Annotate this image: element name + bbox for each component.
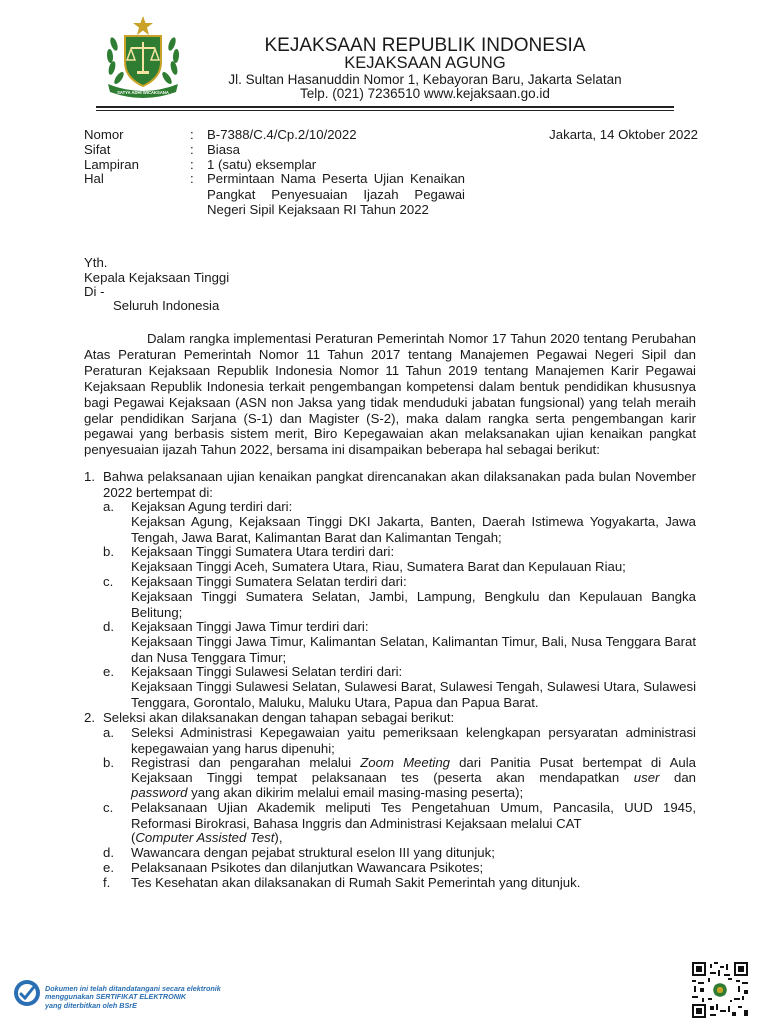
recipient-to: Kepala Kejaksaan Tinggi (84, 270, 230, 285)
nomor-value: B-7388/C.4/Cp.2/10/2022 (207, 127, 357, 142)
point-1a-detail: Kejaksan Agung, Kejaksaan Tinggi DKI Jakarta, Banten, Daerah Istimewa Yogyakarta, Jawa Tengah, Jawa Barat, Kalimantan Barat dan Kalimantan Tengah; (131, 514, 696, 545)
bsre-seal-icon (12, 978, 42, 1008)
point-2f-letter: f. (103, 875, 111, 890)
point-1d-letter: d. (103, 619, 114, 634)
zoom-meeting-term: Zoom Meeting (360, 755, 450, 770)
cat-paren-close: ), (274, 830, 283, 845)
nomor-colon: : (190, 127, 194, 142)
point-2-text: Seleksi akan dilaksanakan dengan tahapan sebagai berikut: (103, 710, 455, 725)
password-term: password (131, 785, 188, 800)
point-1e-title: Kejaksaan Tinggi Sulawesi Selatan terdiri dari: (131, 664, 403, 679)
point-1d-title: Kejaksaan Tinggi Jawa Timur terdiri dari: (131, 619, 369, 634)
lampiran-colon: : (190, 157, 194, 172)
point-1b-letter: b. (103, 544, 114, 559)
point-2-number: 2. (84, 710, 95, 725)
org-name-line1: KEJAKSAAN REPUBLIK INDONESIA (264, 35, 586, 56)
point-2b-text-2: dari Panitia Pusat bertempat di Aula (459, 755, 696, 770)
recipient-yth: Yth. (84, 255, 108, 270)
sifat-value: Biasa (207, 142, 240, 157)
point-1-text: Bahwa pelaksanaan ujian kenaikan pangkat direncanakan akan dilaksanakan pada bulan November 2022 bertempat di: (103, 469, 696, 500)
esign-line-2: menggunakan SERTIFIKAT ELEKTRONIK (45, 992, 187, 1002)
point-2b-letter: b. (103, 755, 114, 770)
logo-ribbon-text: SATYA ADHI WICAKSANA (117, 90, 169, 95)
hal-colon: : (190, 171, 194, 186)
header-rule-thin (96, 110, 674, 111)
point-2d-text: Wawancara dengan pejabat struktural eselon III yang ditunjuk; (131, 845, 495, 860)
lampiran-value: 1 (satu) eksemplar (207, 157, 317, 172)
nomor-label: Nomor (84, 127, 124, 142)
hal-value: Permintaan Nama Peserta Ujian Kenaikan Pangkat Penyesuaian Ijazah Pegawai Negeri Sipil Kejaksaan RI Tahun 2022 (207, 171, 465, 218)
kejaksaan-emblem-logo (100, 14, 186, 100)
point-1c-detail: Kejaksaan Tinggi Sumatera Selatan, Jambi, Lampung, Bengkulu dan Kepulauan Bangka Belitung; (131, 589, 696, 620)
point-2e-letter: e. (103, 860, 114, 875)
header-rule-thick (96, 106, 674, 108)
hal-label: Hal (84, 171, 104, 186)
point-1d-detail: Kejaksaan Tinggi Jawa Timur, Kalimantan Selatan, Kalimantan Timur, Bali, Nusa Tenggara Barat dan Nusa Tenggara Timur; (131, 634, 696, 665)
recipient-place: Seluruh Indonesia (113, 298, 220, 313)
point-2b-text-3: Kejaksaan Tinggi tempat pelaksanaan tes (peserta akan mendapatkan (131, 770, 620, 785)
point-2b-line1 (131, 755, 696, 771)
lampiran-label: Lampiran (84, 157, 139, 172)
point-1c-title: Kejaksaan Tinggi Sumatera Selatan terdiri dari: (131, 574, 407, 589)
esign-notice (45, 985, 221, 1010)
org-contact: Telp. (021) 7236510 www.kejaksaan.go.id (300, 86, 550, 101)
user-term: user (633, 770, 660, 785)
point-2a-text: Seleksi Administrasi Kepegawaian yaitu pemeriksaan kelengkapan persyaratan administrasi kepegawaian yang harus dipenuhi; (131, 725, 696, 756)
qr-code-icon (692, 962, 748, 1018)
cat-paren-open: ( (131, 830, 136, 845)
recipient-di: Di - (84, 284, 105, 299)
point-2f-text: Tes Kesehatan akan dilaksanakan di Rumah Sakit Pemerintah yang ditunjuk. (131, 875, 581, 890)
point-2a-letter: a. (103, 725, 114, 740)
point-1-number: 1. (84, 469, 95, 484)
point-1b-detail: Kejaksaan Tinggi Aceh, Sumatera Utara, Riau, Sumatera Barat dan Kepulauan Riau; (131, 559, 626, 574)
letter-date: Jakarta, 14 Oktober 2022 (549, 127, 698, 142)
computer-assisted-test-term: Computer Assisted Test (135, 830, 275, 845)
point-1a-letter: a. (103, 499, 114, 514)
sifat-label: Sifat (84, 142, 111, 157)
point-1e-letter: e. (103, 664, 114, 679)
point-2c-cat (131, 830, 282, 846)
point-1e-detail: Kejaksaan Tinggi Sulawesi Selatan, Sulawesi Barat, Sulawesi Tengah, Sulawesi Utara, Sulawesi Tenggara, Gorontalo, Maluku, Maluku Utara, Papua dan Papua Barat. (131, 679, 696, 710)
point-2b-line3 (131, 785, 523, 801)
point-2e-text: Pelaksanaan Psikotes dan dilanjutkan Wawancara Psikotes; (131, 860, 484, 875)
point-2b-and: dan (674, 770, 697, 785)
point-2c-text: Pelaksanaan Ujian Akademik meliputi Tes Pengetahuan Umum, Pancasila, UUD 1945, Reformasi Birokrasi, Bahasa Inggris dan Administrasi Kejaksaan melalui CAT (131, 800, 696, 831)
point-2b-text-4: yang akan dikirim melalui email masing-masing peserta); (191, 785, 524, 800)
point-2d-letter: d. (103, 845, 114, 860)
point-1a-title: Kejaksan Agung terdiri dari: (131, 499, 293, 514)
org-name-line2: KEJAKSAAN AGUNG (344, 54, 506, 72)
esign-line-1: Dokumen ini telah ditandatangani secara elektronik (45, 984, 221, 993)
intro-paragraph: Dalam rangka implementasi Peraturan Pemerintah Nomor 17 Tahun 2020 tentang Perubahan Atas Peraturan Pemerintah Nomor 11 Tahun 2017 tentang Manajemen Pegawai Negeri Sipil dan Peraturan Kejaksaan Republik Indonesia Nomor 11 Tahun 2019 tentang Manajemen Karir Pegawai Kejaksaan Republik Indonesia terkait pengembangan kompetensi dalam bentuk pendidikan khususnya bagi Pegawai Kejaksaan (ASN non Jaksa yang tidak menduduki jabatan fungsional) yang telah meraih gelar pendidikan Sarjana (S-1) dan Magister (S-2), maka dalam rangka serta pengembangan karir pegawai yang berbasis sistem merit, Biro Kepegawaian akan melaksanakan ujian kenaikan pangkat penyesuaian ijazah Tahun 2022, bersama ini disampaikan beberapa hal sebagai berikut: (84, 331, 696, 458)
org-address: Jl. Sultan Hasanuddin Nomor 1, Kebayoran Baru, Jakarta Selatan (228, 72, 622, 87)
point-1c-letter: c. (103, 574, 114, 589)
point-1b-title: Kejaksaan Tinggi Sumatera Utara terdiri dari: (131, 544, 395, 559)
point-2b-line2 (131, 770, 696, 786)
point-2b-text-1: Registrasi dan pengarahan melalui (131, 755, 352, 770)
sifat-colon: : (190, 142, 194, 157)
esign-line-3: yang diterbitkan oleh BSrE (45, 1000, 137, 1010)
point-2c-letter: c. (103, 800, 114, 815)
